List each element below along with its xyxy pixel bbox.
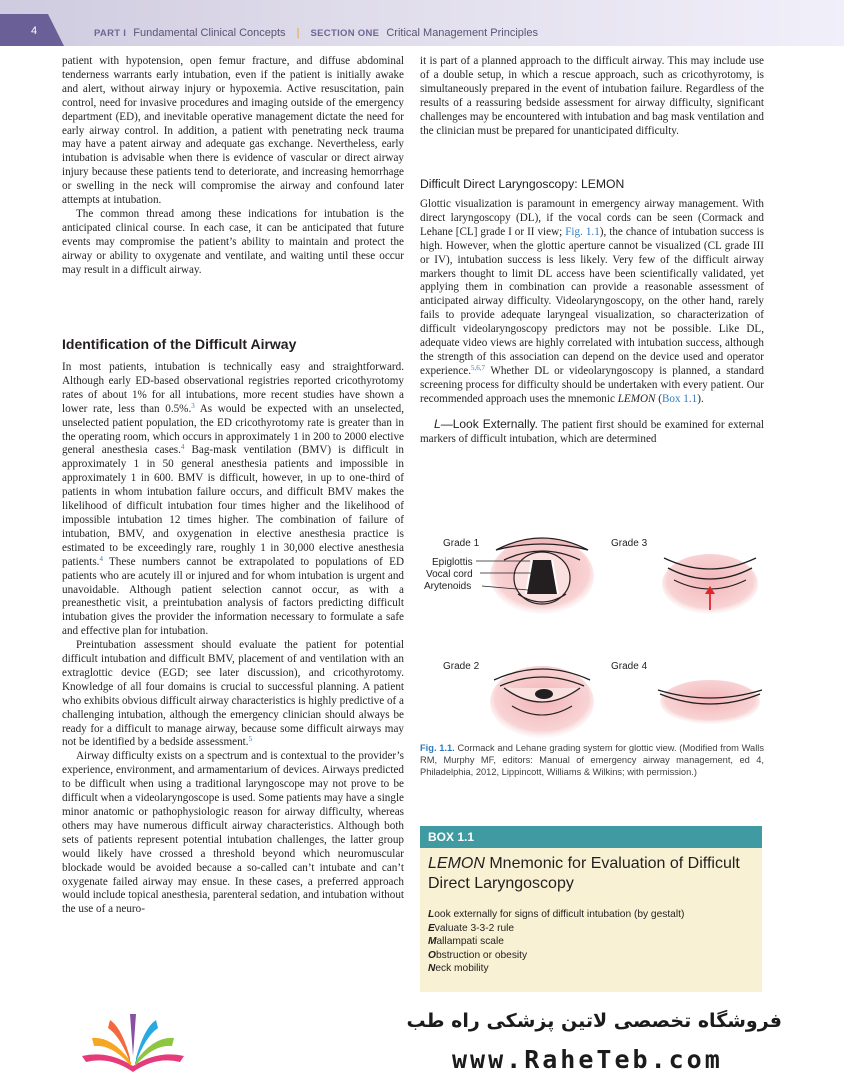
brand-name: فروشگاه تخصصی لاتین پزشکی راه طب — [406, 1010, 782, 1032]
left-column-top — [62, 55, 404, 278]
list-item-text: eck mobility — [435, 963, 489, 975]
paragraph: it is part of a planned approach to the difficult airway. This may include use of a double setup, in which a rescue approach, such as cricothyrotomy, is simultaneously prepared in the event of intubation failure. Regardless of the results of a reassuring bedside assessment for airway difficulty, significant challenges may be encountered with intubation and bag mask ventilation and the clinician must be prepared for unanticipated difficulty. — [420, 55, 764, 137]
caption-text: Cormack and Lehane grading system for glottic view. (Modified from Walls RM, Murphy MF, editors: Manual of emergency airway management, ed 4, Philadelphia, 2012, Lippincott, Williams & Wilkins; with permission.) — [420, 743, 764, 777]
box-lemon — [420, 826, 762, 996]
citation[interactable]: 4 — [180, 443, 185, 452]
list-item — [428, 949, 754, 963]
brand-url[interactable]: www.RaheTeb.com — [452, 1045, 723, 1074]
book-logo-icon — [78, 1006, 188, 1078]
citation[interactable]: 5,6,7 — [471, 363, 486, 372]
text: The patient first should be examined for external markers of difficult intubation, which are determined — [420, 418, 764, 445]
text: Preintubation assessment should evaluate the patient for potential difficult intubation and difficult BMV, placement of and ventilation with an extraglottic device (EGD; see later discussion), and cricothyrotomy. Knowledge of all four domains is crucial to successful planning. A patient who exhibits obvious difficult airway characteristics is highly predictive of a challenging intubation, although the emergency clinician should always be ready for a difficult to manage airway, because some difficult airways may not be identified by a bedside assessment. — [62, 639, 404, 749]
run-in-text: —Look Externally. — [440, 416, 538, 431]
list-item-text: bstruction or obesity — [435, 949, 528, 961]
box-list — [420, 894, 762, 976]
part-label: PART I — [94, 28, 127, 39]
page-number: 4 — [31, 25, 38, 37]
figure-label: Fig. 1.1. — [420, 743, 455, 753]
grade4-illustration — [658, 680, 762, 724]
text: Whether DL or videolaryngoscopy is planned, a standard screening process for difficulty should be undertaken with every patient. Our recommended approach uses the mnemonic — [420, 364, 764, 405]
section-label: SECTION ONE — [310, 28, 380, 39]
citation[interactable]: 5 — [248, 735, 253, 744]
mnemonic-letter: L — [428, 909, 435, 920]
list-item-text: ook externally for signs of difficult intubation (by gestalt) — [434, 909, 685, 920]
right-column-mid — [420, 198, 764, 446]
running-header-text — [94, 27, 538, 39]
emphasis: LEMON — [617, 392, 656, 405]
vocal-cord-label: Vocal cord — [426, 569, 473, 580]
box-title — [420, 848, 762, 894]
grade1-label: Grade 1 — [443, 538, 480, 549]
epiglottis-label: Epiglottis — [432, 557, 473, 568]
box-title-text: Mnemonic for Evaluation of Difficult Direct Laryngoscopy — [428, 855, 740, 892]
paragraph: Glottic visualization is paramount in emergency airway management. With direct laryngoscopy (DL), if the vocal cords can be seen (Cormack and Lehane [CL] grade I or II view; Fig. 1.1), the chance of intubation success is high. However, when the glottic aperture cannot be visualized (CL grade III or IV), intubation success is less likely. Very few of the difficult airway markers thought to limit DL access have been scientifically validated, yet applying them in combination can provide a reasonable assessment of anticipated airway difficulty. Videolaryngoscopy, on the other hand, rarely fails to provide adequate laryngeal visualization, so characterization of difficult videolaryngoscopy predictors may not be possible. Like DL, adequate video views are highly correlated with intubation success, although the strength of this association can depend on the device used and operator experience.$^{5,6,7}$ Whether DL or videolaryngoscopy is planned, a standard screening process for difficulty should be undertaken with every patient. Our recommended approach uses the mnemonic LEMON (Box 1.1). — [420, 198, 764, 405]
mnemonic-letter: M — [428, 936, 437, 948]
list-item — [428, 962, 754, 976]
running-header — [0, 0, 844, 46]
citation[interactable]: 3 — [191, 401, 195, 410]
text: Bag-mask ventilation (BMV) is difficult in approximately 1 in 50 general anesthesia patients and impossible in approximately 1 in 600. BMV is difficult, however, in up to one-third of patients in whom intubation failure occurs, and difficult BMV makes the likelihood of difficult intubation four times higher and the likelihood of impossible intubation 12 times higher. The combination of failure of intubation, BMV, and oxygenation in elective anesthesia practice is estimated to be exceedingly rare, roughly 1 in 30,000 elective anesthesia patients. — [62, 444, 404, 568]
paragraph: patient with hypotension, open femur fracture, and diffuse abdominal tenderness warrants early intubation, even if the patient is initially awake and alert, without airway injury or hypoxemia. Active resuscitation, pain control, need for invasive procedures and imaging outside of the emergency department (ED), and inevitable operative management dictate the need for early airway control. In addition, a patient with penetrating neck trauma may have a patent airway and adequate gas exchange. Nevertheless, early intubation is advisable when there is evidence of vascular or direct airway injury because these patients tend to deteriorate, and increasing hemorrhage or swelling in the neck will compromise the airway and confound later attempts at intubation. — [62, 55, 404, 207]
right-column-top — [420, 55, 764, 138]
run-in-letter: L — [434, 416, 441, 431]
mnemonic-letter: O — [428, 949, 436, 961]
arytenoids-label: Arytenoids — [424, 581, 472, 592]
paragraph: Airway difficulty exists on a spectrum and is contextual to the provider’s experience, environment, and armamentarium of devices. Airways predicted to be difficult when using a traditional laryngoscope may not prove to be difficult when a videolaryngoscope is used. Some patients may have a single minor anatomic or pathophysiologic reason for airway difficulty, whereas others may have numerous difficult airway characteristics. Although both sets of patients represent potential intubation challenges, the latter group would likely have crossed a threshold beyond which neuromuscular blockade would be avoided because a so-called can’t intubate and can’t oxygenate failed airway may ensue. In these cases, a preferred approach would include topical anesthesia, parenteral sedation, and intubation without the use of a neuro- — [62, 750, 404, 916]
paragraph — [62, 361, 404, 639]
left-column-bottom — [62, 361, 404, 917]
header-divider: | — [296, 27, 300, 39]
text: As would be expected with an unselected, unselected patient population, the ED cricothyrotomy rate is greater than in the operating room, which occurs in approximately 1 in 200 to 2000 elective general anesthesia cases. — [62, 402, 404, 457]
figure-caption — [420, 743, 764, 779]
box-header: BOX 1.1 — [420, 826, 762, 848]
paragraph: The common thread among these indications for intubation is the anticipated clinical course. In each case, it can be anticipated that future events may compromise the patient’s ability to maintain and protect the airway or ability to oxygenate and ventilate, and waiting until these occur may result in a difficult airway. — [62, 207, 404, 276]
section-title: Critical Management Principles — [386, 27, 538, 39]
paragraph — [62, 639, 404, 750]
box-link[interactable]: Box 1.1 — [661, 392, 698, 405]
grade2-label: Grade 2 — [443, 661, 480, 672]
grade3-illustration — [662, 554, 758, 614]
grade2-illustration — [490, 666, 594, 738]
text: ), the chance of intubation success is high. However, when the glottic aperture cannot be visualized (CL grade III or IV), intubation success is less likely. Very few of the difficult airway markers thought to limit DL access have been scientifically validated, yet applying them in combination can provide a reasonable assessment of anticipated airway difficulty. Videolaryngoscopy, on the other hand, rarely fails to provide adequate laryngeal visualization, so characterization of difficult videolaryngoscopy predictors may not be possible. Like DL, adequate video views are highly correlated with intubation success, although the strength of this association can depend on the device used and operator experience. — [420, 225, 764, 377]
list-item — [428, 908, 754, 922]
grade3-label: Grade 3 — [611, 538, 648, 549]
grade4-label: Grade 4 — [611, 661, 648, 672]
grade1-illustration — [490, 538, 594, 614]
part-title: Fundamental Clinical Concepts — [133, 27, 286, 39]
figure-link[interactable]: Fig. 1.1 — [565, 225, 600, 238]
run-in-heading — [434, 417, 538, 431]
list-item — [428, 922, 754, 936]
text: Glottic visualization is paramount in emergency airway management. With direct laryngoscopy (DL), if the vocal cords can be seen (Cormack and Lehane [CL] grade I or II view; — [420, 198, 764, 238]
subsection-heading: Difficult Direct Laryngoscopy: LEMON — [420, 177, 625, 191]
figure-glottic-grades — [420, 528, 764, 738]
list-item — [428, 935, 754, 949]
list-item-text: allampati scale — [436, 936, 504, 948]
paragraph — [420, 418, 764, 447]
list-item-text: valuate 3-3-2 rule — [434, 922, 515, 934]
section-heading: Identification of the Difficult Airway — [62, 336, 297, 352]
text: In most patients, intubation is technically easy and straightforward. Although early ED-based observational registries reported cricothyrotomy rates of about 1% for all intubations, more recent studies have shown a lower rate, less than 0.5%. — [62, 361, 404, 415]
citation[interactable]: 4 — [99, 554, 103, 563]
text: These numbers cannot be extrapolated to populations of ED patients who are acutely ill or injured and for whom intubation is urgent and unavoidable. Although patient selection cannot occur, as with a preanesthetic visit, a preintubation analysis of factors predicting difficult intubation gives the provider the information necessary to formulate a safe and effective plan for intubation. — [62, 555, 404, 638]
mnemonic-letter: E — [428, 922, 435, 934]
mnemonic-letter: N — [428, 963, 436, 975]
box-title-emphasis: LEMON — [428, 855, 485, 872]
